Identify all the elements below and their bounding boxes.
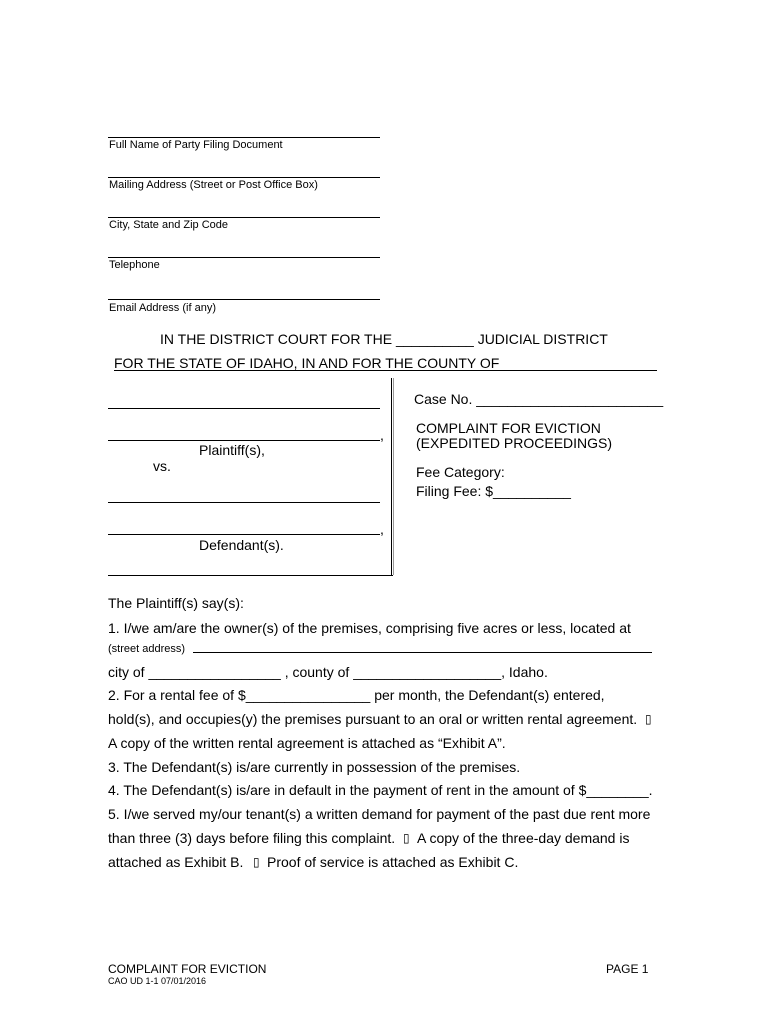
exhibit-b-checkbox[interactable]: ▯ xyxy=(403,831,410,845)
caption-bottom-line xyxy=(108,575,393,576)
paragraph-5-line1: 5. I/we served my/our tenant(s) a written demand for payment of the past due rent more xyxy=(108,806,651,822)
document-title-line1: COMPLAINT FOR EVICTION xyxy=(416,420,601,436)
street-address-label: (street address) xyxy=(108,643,186,655)
full-name-label: Full Name of Party Filing Document xyxy=(109,139,283,151)
paragraph-2-line3: A copy of the written rental agreement is attached as “Exhibit A”. xyxy=(108,735,506,751)
full-name-line[interactable] xyxy=(108,137,380,138)
city-state-zip-label: City, State and Zip Code xyxy=(109,219,229,231)
plaintiff-line-2[interactable] xyxy=(108,440,380,441)
caption-divider xyxy=(391,378,392,575)
vs-label: vs. xyxy=(153,458,171,474)
fee-category-label: Fee Category: xyxy=(416,464,505,480)
paragraph-5-line3b: Proof of service is attached as Exhibit C. xyxy=(267,854,519,870)
paragraph-1: 1. I/we am/are the owner(s) of the premises, comprising five acres or less, located at xyxy=(108,620,631,636)
county-underline[interactable] xyxy=(114,370,657,371)
plaintiff-comma: , xyxy=(380,427,384,443)
paragraph-2-line2: hold(s), and occupies(y) the premises pursuant to an oral or written rental agreement. xyxy=(108,711,638,727)
plaintiff-label: Plaintiff(s), xyxy=(199,442,265,458)
page-number: PAGE 1 xyxy=(606,962,649,976)
paragraph-5-line2: than three (3) days before filing this complaint. xyxy=(108,830,396,846)
caption-divider-shadow xyxy=(393,378,394,575)
email-line[interactable] xyxy=(108,299,380,300)
footer-form-id: CAO UD 1-1 07/01/2016 xyxy=(108,976,207,986)
plaintiff-line-1[interactable] xyxy=(108,408,380,409)
exhibit-c-checkbox[interactable]: ▯ xyxy=(253,855,260,869)
court-heading-line1: IN THE DISTRICT COURT FOR THE __________ JUDICIAL DISTRICT xyxy=(160,331,608,347)
defendant-comma: , xyxy=(380,521,384,537)
paragraph-4: 4. The Defendant(s) is/are in default in the payment of rent in the amount of $________. xyxy=(108,782,653,798)
city-state-zip-line[interactable] xyxy=(108,217,380,218)
defendant-line-2[interactable] xyxy=(108,534,380,535)
paragraph-5-line3: attached as Exhibit B. xyxy=(108,854,244,870)
case-number-field[interactable]: Case No. ________________________ xyxy=(414,391,664,407)
exhibit-a-checkbox[interactable]: ▯ xyxy=(645,712,652,726)
footer-title: COMPLAINT FOR EVICTION xyxy=(108,962,267,976)
telephone-label: Telephone xyxy=(109,259,160,271)
mailing-address-line[interactable] xyxy=(108,177,380,178)
city-county-line[interactable]: city of _________________ , county of ___________________, Idaho. xyxy=(108,664,548,680)
intro-text: The Plaintiff(s) say(s): xyxy=(108,595,244,611)
paragraph-2-line1: 2. For a rental fee of $________________ per month, the Defendant(s) entered, xyxy=(108,687,605,703)
email-label: Email Address (if any) xyxy=(109,302,216,314)
paragraph-5-line2b: A copy of the three-day demand is xyxy=(417,830,630,846)
defendant-label: Defendant(s). xyxy=(199,537,284,553)
document-title-line2: (EXPEDITED PROCEEDINGS) xyxy=(416,435,613,451)
mailing-address-label: Mailing Address (Street or Post Office Box) xyxy=(109,179,318,191)
street-address-line[interactable] xyxy=(193,652,652,653)
paragraph-3: 3. The Defendant(s) is/are currently in possession of the premises. xyxy=(108,759,521,775)
court-heading-line2: FOR THE STATE OF IDAHO, IN AND FOR THE COUNTY OF xyxy=(114,355,500,371)
defendant-line-1[interactable] xyxy=(108,502,380,503)
telephone-line[interactable] xyxy=(108,257,380,258)
filing-fee-field[interactable]: Filing Fee: $__________ xyxy=(416,483,571,499)
